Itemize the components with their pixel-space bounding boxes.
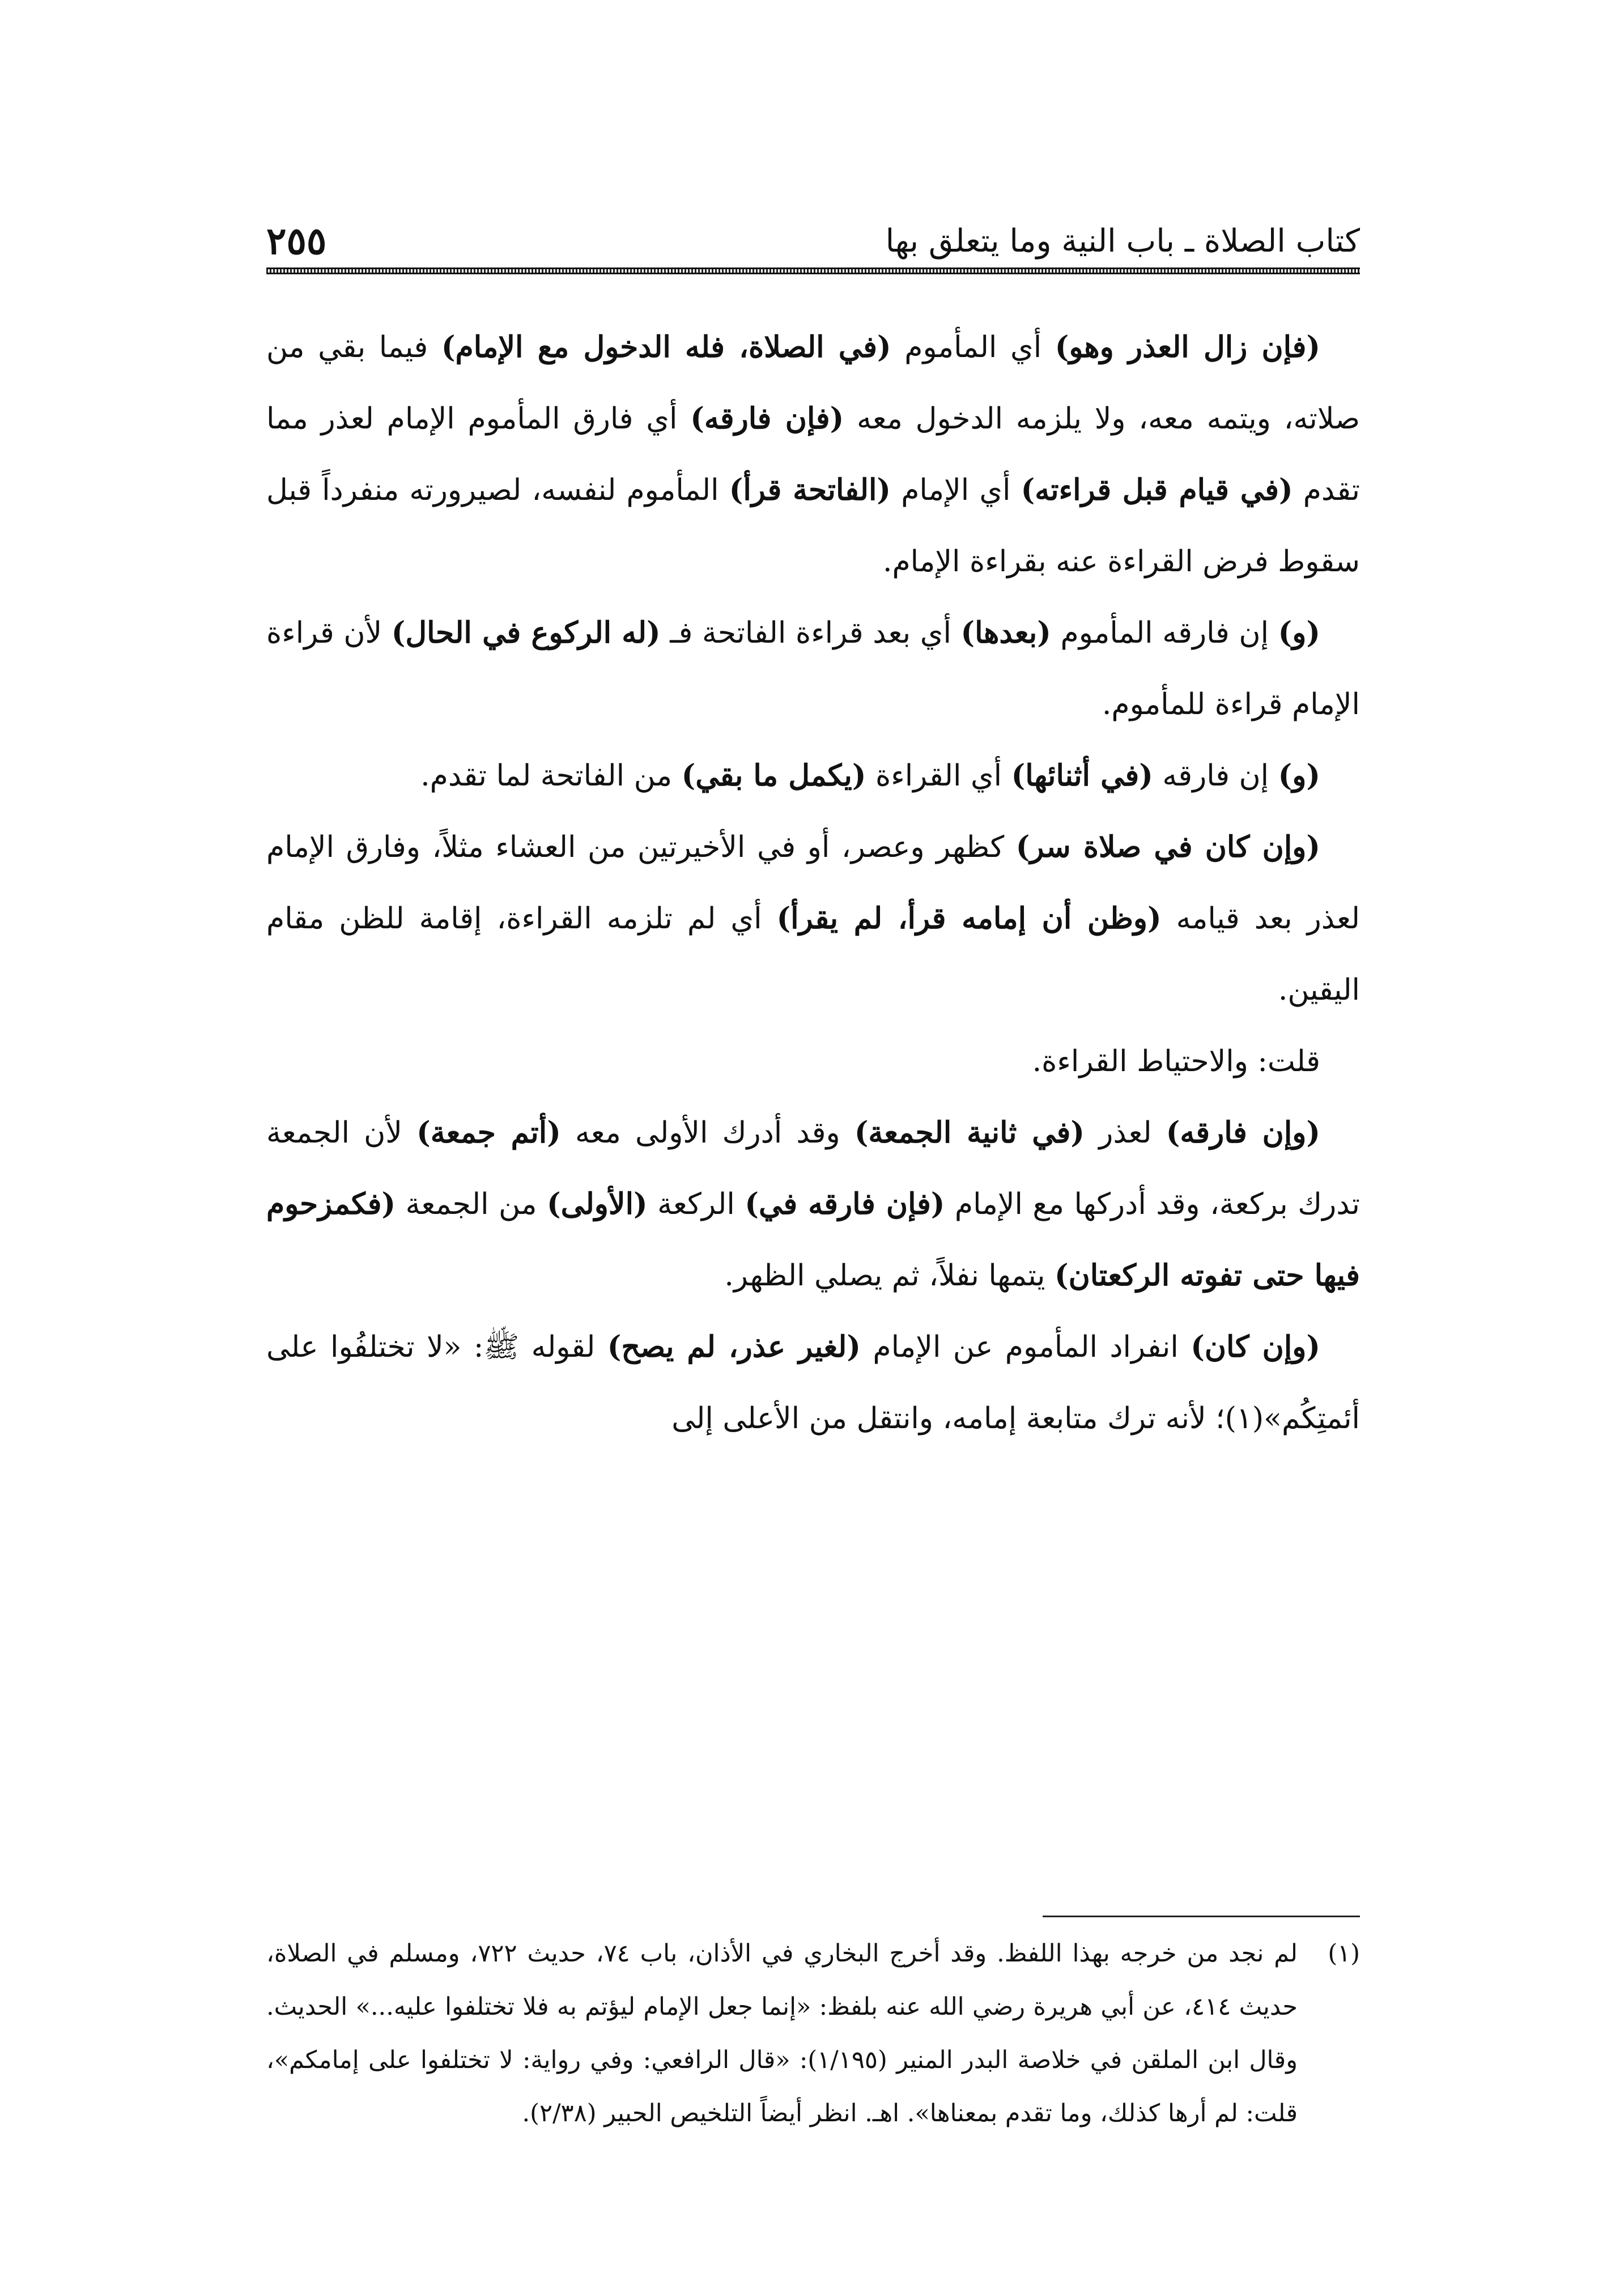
sharh-text: قلت: والاحتياط القراءة. (1032, 1044, 1320, 1078)
paragraph (266, 597, 1360, 740)
sharh-text: فيما بقي من صلاته، ويتمه معه، ولا يلزمه الدخول معه (266, 330, 1360, 436)
paragraph (266, 1097, 1360, 1311)
paragraph (266, 312, 1360, 597)
matn-text: (فإن زال العذر وهو) (1055, 330, 1320, 364)
sharh-text: من الفاتحة لما تقدم. (420, 759, 682, 793)
matn-text: (و) (1278, 758, 1320, 793)
matn-text: (و) (1278, 615, 1320, 650)
paragraph (266, 740, 1360, 812)
sharh-text: إن فارقه المأموم (1051, 616, 1278, 650)
matn-text: (وظن أن إمامه قرأ، لم يقرأ) (776, 901, 1162, 936)
footnote-text: لم نجد من خرجه بهذا اللفظ. وقد أخرج البخاري في الأذان، باب ٧٤، حديث ٧٢٢، ومسلم في الصلاة، حديث ٤١٤، عن أبي هريرة رضي الله عنه بلفظ: «إنما جعل الإمام ليؤتم به فلا تختلفوا عليه...» الحديث. وقال ابن الملقن في خلاصة البدر المنير (١/١٩٥): «قال الرافعي: وفي رواية: لا تختلفوا على إمامكم»، قلت: لم أرها كذلك، وما تقدم بمعناها». اهـ. انظر أيضاً التلخيص الحبير (٢/٣٨). (266, 1939, 1298, 2128)
matn-text: (فكمزحوم فيها حتى تفوته الركعتان) (266, 1187, 1360, 1293)
sharh-text: انفراد المأموم عن الإمام (860, 1330, 1191, 1364)
matn-text: (وإن كان في صلاة سر) (1015, 830, 1321, 864)
matn-text: (الأولى) (547, 1187, 648, 1221)
matn-text: (أتم جمعة) (416, 1115, 561, 1150)
matn-text: (له الركوع في الحال) (391, 615, 661, 650)
sharh-text: أي المأموم (891, 330, 1055, 364)
book-page (266, 204, 1360, 2222)
sharh-text: أي فارق المأموم الإمام لعذر مما تقدم (266, 402, 1360, 507)
matn-text: (وإن فارقه) (1166, 1115, 1321, 1150)
sharh-text: وقد أدرك الأولى معه (560, 1116, 854, 1150)
matn-text: (في قيام قبل قراءته) (1021, 473, 1293, 507)
matn-text: (بعدها) (960, 615, 1051, 650)
paragraph (266, 812, 1360, 1026)
matn-text: (فإن فارقه في) (745, 1187, 945, 1221)
sharh-text: أي الإمام (891, 473, 1021, 507)
running-header (266, 204, 1360, 266)
sharh-text: أي القراءة (866, 759, 1011, 793)
sharh-text: لقوله ﷺ: «لا تختلفُوا على أئمتِكُم»(١)؛ لأنه ترك متابعة إمامه، وانتقل من الأعلى إلى (266, 1330, 1360, 1436)
matn-text: (يكمل ما بقي) (681, 758, 866, 793)
matn-text: (وإن كان) (1191, 1330, 1320, 1364)
main-text (266, 312, 1360, 1916)
matn-text: (في الصلاة، فله الدخول مع الإمام) (441, 330, 891, 364)
matn-text: (الفاتحة قرأ) (729, 473, 891, 507)
footnotes (266, 1927, 1360, 2140)
sharh-text: لأن قراءة الإمام قراءة للمأموم. (266, 616, 1360, 721)
matn-text: (في أثنائها) (1011, 758, 1153, 793)
sharh-text: كظهر وعصر، أو في الأخيرتين من العشاء مثلاً، وفارق الإمام لعذر بعد قيامه (266, 830, 1361, 936)
sharh-text: أي لم تلزمه القراءة، إقامة للظن مقام اليقين. (266, 902, 1360, 1007)
paragraph (266, 1311, 1360, 1454)
footnote-number: (١) (1328, 1939, 1360, 1968)
sharh-text: لأن الجمعة تدرك بركعة، وقد أدركها مع الإمام (266, 1116, 1360, 1221)
matn-text: (لغير عذر، لم يصح) (607, 1330, 861, 1364)
sharh-text: يتمها نفلاً، ثم يصلي الظهر. (724, 1259, 1055, 1293)
sharh-text: الركعة (647, 1187, 745, 1221)
sharh-text: أي بعد قراءة الفاتحة فـ (660, 616, 961, 650)
header-rule (266, 267, 1360, 274)
footnote (266, 1927, 1360, 2140)
footnote-separator (1043, 1916, 1360, 1917)
page-number: ٢٥٥ (266, 219, 327, 263)
sharh-text: المأموم لنفسه، لصيرورته منفرداً قبل سقوط فرض القراءة عنه بقراءة الإمام. (266, 473, 1360, 579)
matn-text: (في ثانية الجمعة) (854, 1115, 1085, 1150)
matn-text: (فإن فارقه) (690, 401, 844, 436)
paragraph (266, 1026, 1360, 1097)
sharh-text: من الجمعة (396, 1187, 547, 1221)
running-title: كتاب الصلاة ـ باب النية وما يتعلق بها (885, 223, 1360, 260)
sharh-text: إن فارقه (1153, 759, 1278, 793)
sharh-text: لعذر (1085, 1116, 1166, 1150)
